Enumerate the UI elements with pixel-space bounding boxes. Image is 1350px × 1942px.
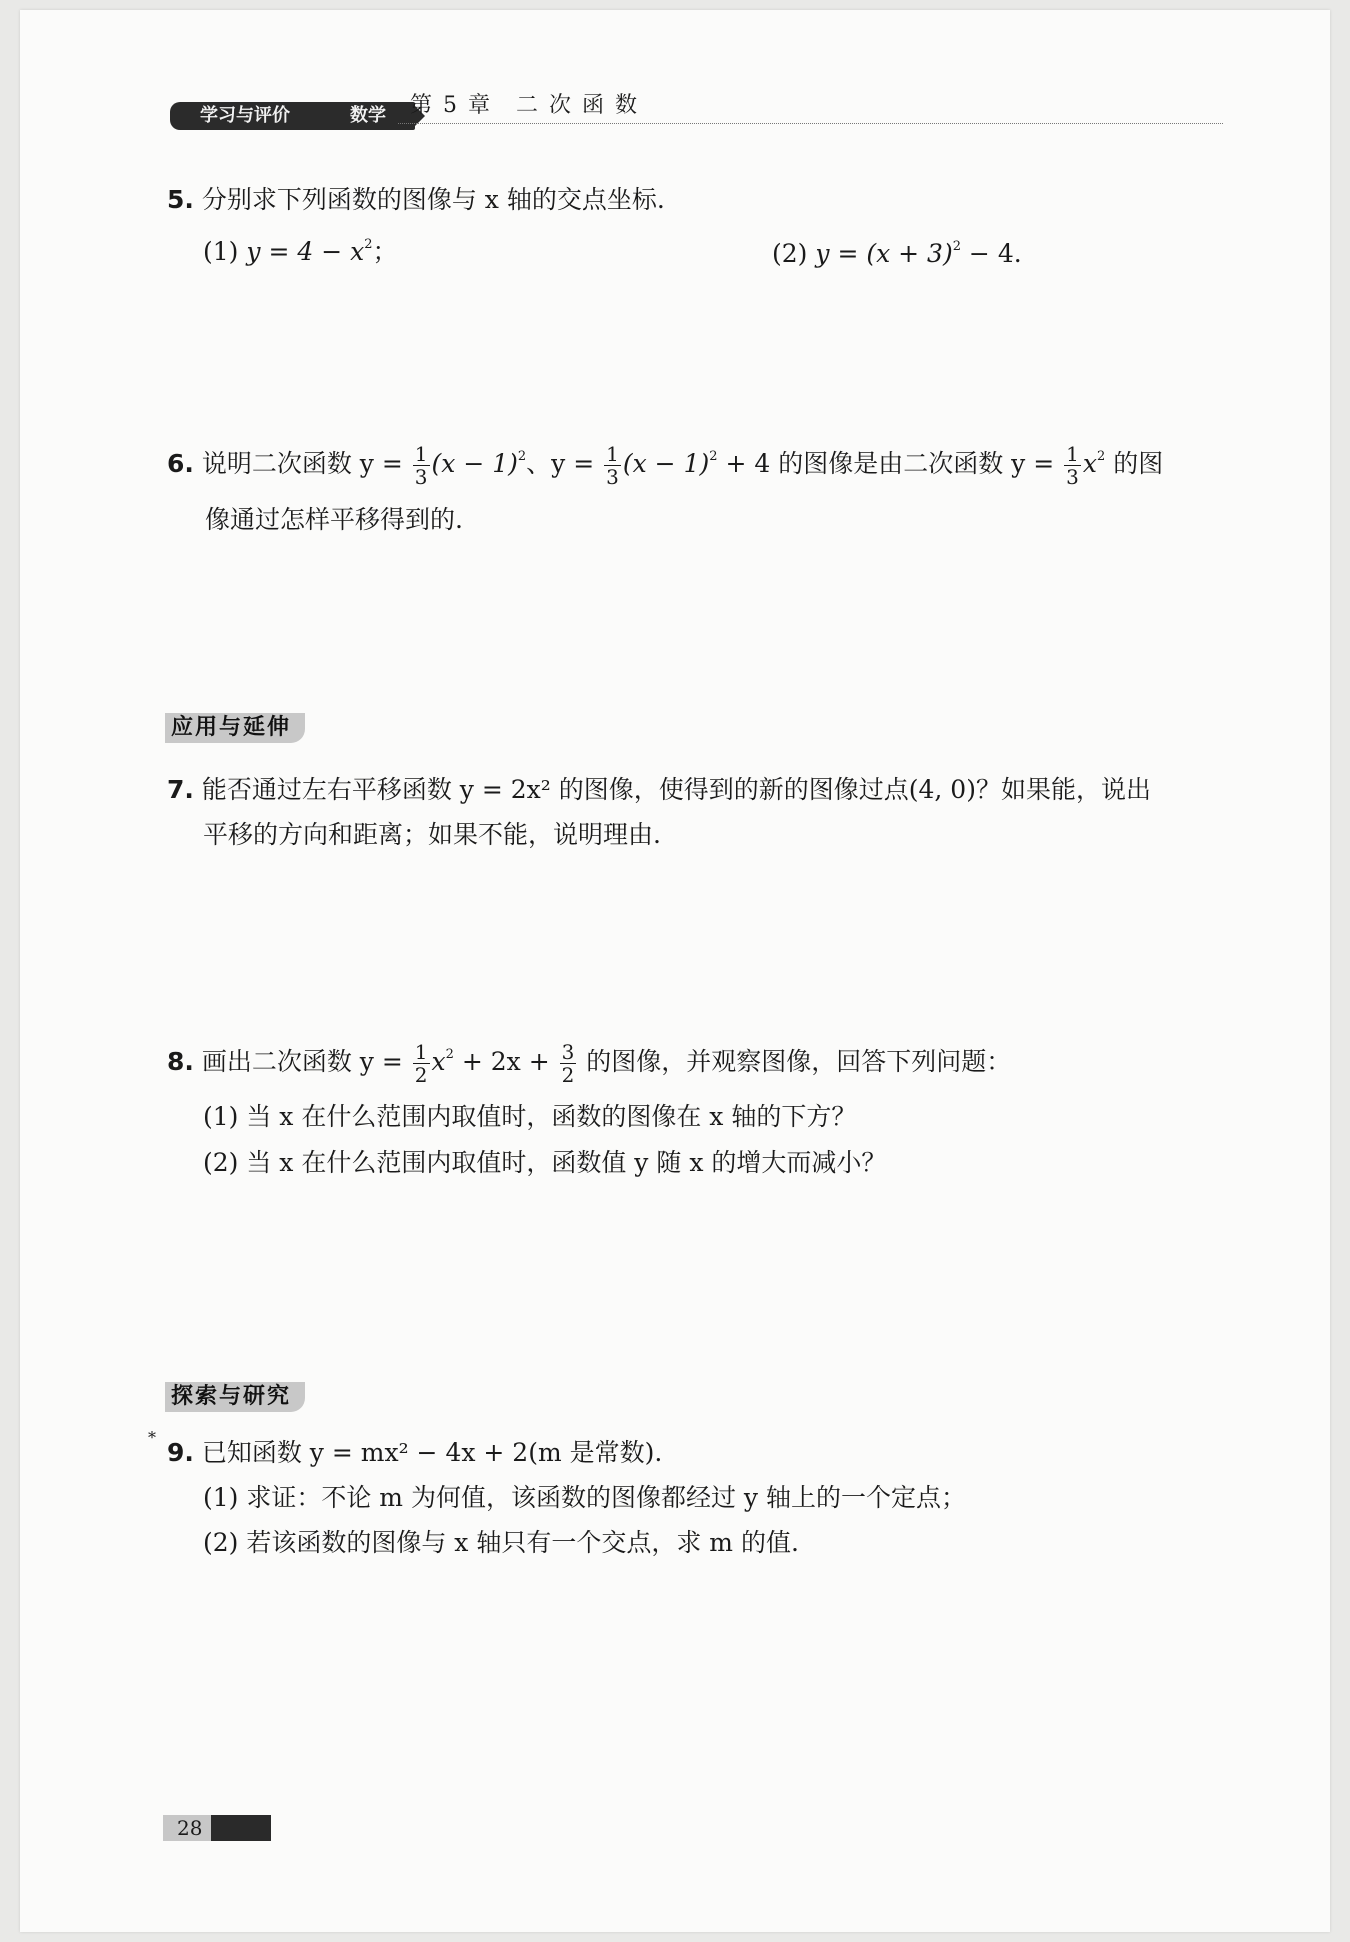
q8-part2: (2) 当 x 在什么范围内取值时，函数值 y 随 x 的增大而减小？ — [203, 1148, 887, 1177]
fraction: $\frac{3}{2}$ — [561, 1040, 575, 1087]
fraction: $\frac{1}{3}$ — [414, 442, 428, 489]
q6-line2: 像通过怎样平移得到的. — [205, 505, 463, 534]
chapter-title: 第 5 章 二 次 函 数 — [410, 93, 639, 118]
q9-part2: (2) 若该函数的图像与 x 轴只有一个交点，求 m 的值. — [203, 1528, 799, 1557]
q5-text: 分别求下列函数的图像与 x 轴的交点坐标. — [201, 185, 665, 214]
header-rule — [398, 123, 1223, 124]
q9-stem: 9. 已知函数 y = mx² − 4x + 2(m 是常数). — [167, 1438, 663, 1467]
section-heading-exploration: 探索与研究 — [165, 1382, 305, 1412]
q5-stem: 5. 分别求下列函数的图像与 x 轴的交点坐标. — [167, 185, 665, 214]
fraction: $\frac{1}{3}$ — [1066, 442, 1079, 489]
q8-stem: 8. 画出二次函数 y = $\frac{1}{2}$ $x^2 + 2x$ + $\frac{3}{2}$ 的图像，并观察图像，回答下列问题： — [167, 1040, 1012, 1087]
q7-line2: 平移的方向和距离；如果不能，说明理由. — [203, 820, 661, 849]
subject-title: 数学 — [350, 105, 386, 126]
book-title: 学习与评价 — [200, 105, 290, 126]
q8-part1: (1) 当 x 在什么范围内取值时，函数的图像在 x 轴的下方？ — [203, 1102, 857, 1131]
fraction: $\frac{1}{3}$ — [606, 442, 619, 489]
page — [20, 10, 1330, 1932]
challenge-star: * — [148, 1428, 156, 1447]
q9-part1: (1) 求证：不论 m 为何值，该函数的图像都经过 y 轴上的一个定点； — [203, 1483, 966, 1512]
fraction: $\frac{1}{2}$ — [414, 1040, 428, 1087]
q6-line1: 6. 说明二次函数 y = $\frac{1}{3}$ $(x - 1)^2$、y = $\frac{1}{3}$ $(x - 1)^2 + 4$ 的图像是由二次函数 y = $\frac{1}{3}$ $x^2$ 的图 — [167, 442, 1164, 489]
q5-part2: (2) $y = (x + 3)^2 - 4$. — [772, 239, 1022, 268]
page-number: 28 — [163, 1815, 271, 1841]
header-badge — [170, 102, 415, 130]
section-heading-application: 应用与延伸 — [165, 713, 305, 743]
q5-part1: (1) $y = 4 - x^2$； — [203, 237, 398, 266]
q7-line1: 7. 能否通过左右平移函数 y = 2x² 的图像，使得到的新的图像过点(4, 0)？如果能，说出 — [167, 775, 1151, 804]
